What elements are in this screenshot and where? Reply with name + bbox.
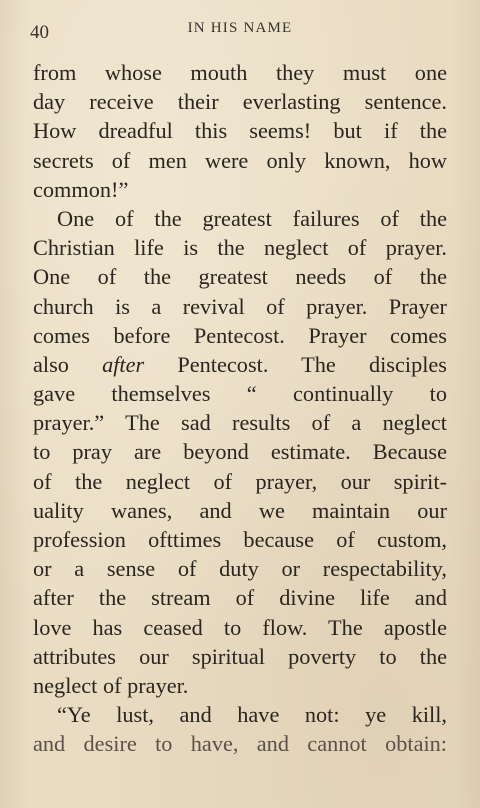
body-text bbox=[33, 58, 447, 759]
text-line: church is a revival of prayer. Prayer bbox=[33, 293, 447, 319]
text-line: day receive their everlasting sentence. bbox=[33, 89, 447, 115]
text-line: uality wanes, and we maintain our bbox=[33, 497, 447, 523]
running-head: IN HIS NAME bbox=[187, 20, 293, 36]
page-header bbox=[30, 18, 450, 44]
text-line: secrets of men were only known, how bbox=[33, 147, 447, 173]
paragraph-first-line: One of the greatest failures of the bbox=[57, 205, 447, 231]
text-line: to pray are beyond estimate. Because bbox=[33, 439, 447, 465]
text-line: of the neglect of prayer, our spirit- bbox=[33, 468, 447, 494]
text-line-with-emphasis bbox=[33, 350, 447, 379]
text-line: comes before Pentecost. Prayer comes bbox=[33, 322, 447, 348]
text-line: One of the greatest needs of the bbox=[33, 264, 447, 290]
text-line: attributes our spiritual poverty to the bbox=[33, 643, 447, 669]
text-line: or a sense of duty or respectability, bbox=[33, 556, 447, 582]
paragraph-first-line: “Ye lust, and have not: ye kill, bbox=[57, 702, 447, 728]
text-line: profession ofttimes because of custom, bbox=[33, 527, 447, 552]
text-line: love has ceased to flow. The apostle bbox=[33, 614, 447, 640]
page-number: 40 bbox=[30, 22, 49, 43]
text-line: common!” bbox=[33, 176, 129, 202]
text-line: and desire to have, and cannot obtain: bbox=[33, 731, 447, 757]
text-line: neglect of prayer. bbox=[33, 672, 189, 698]
text-line: from whose mouth they must one bbox=[33, 60, 447, 85]
text-line: Christian life is the neglect of prayer. bbox=[33, 235, 447, 261]
text-segment: Pentecost. The disciples bbox=[144, 351, 447, 377]
text-line: prayer.” The sad results of a neglect bbox=[33, 410, 447, 436]
emphasized-word: after bbox=[102, 351, 145, 377]
text-segment: also bbox=[33, 351, 103, 377]
text-line: How dreadful this seems! but if the bbox=[33, 118, 447, 144]
text-line: gave themselves “ continually to bbox=[33, 381, 447, 407]
text-line: after the stream of divine life and bbox=[33, 585, 447, 611]
